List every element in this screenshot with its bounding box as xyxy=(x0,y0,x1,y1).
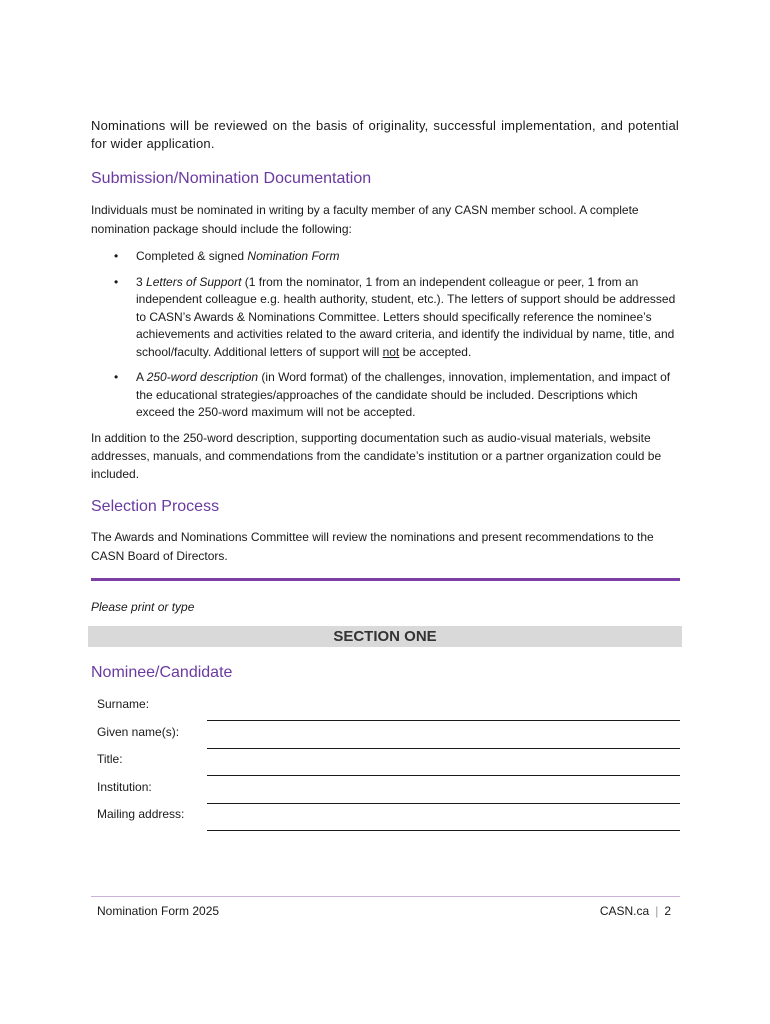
submission-list xyxy=(91,248,679,430)
given-name-field[interactable] xyxy=(207,748,680,749)
list-item: • 3 Letters of Support (1 from the nominator, 1 from an independent colleague or peer, 1 from an independent colleague e.g. health authority, student, etc.). The letters of support should be addressed to CASN’s Awards & Nominations Committee. Letters should specifically reference the nominee’s achievements and activities related to the award criteria, and identify the individual by name, title, and school/faculty. Additional letters of support will not be accepted. xyxy=(114,274,676,359)
institution-row xyxy=(97,780,680,804)
institution-field[interactable] xyxy=(207,803,680,804)
nominee-heading: Nominee/Candidate xyxy=(91,664,233,681)
given-name-row xyxy=(97,725,680,749)
selection-heading: Selection Process xyxy=(91,498,220,515)
mailing-address-label: Mailing address: xyxy=(97,807,185,821)
bullet-icon: • xyxy=(114,370,119,384)
submission-lead: Individuals must be nominated in writing by a faculty member of any CASN member school. A complete nomination package should include the following: xyxy=(91,203,639,236)
section-title: SECTION ONE xyxy=(88,626,682,647)
bullet-icon: • xyxy=(114,274,119,289)
footer-site: CASN.ca xyxy=(599,904,650,918)
list-item: • A 250-word description (in Word format) of the challenges, innovation, implementation, and impact of the educational strategies/approaches of the candidate should be included. Descriptions which exceed the 250-word maximum will not be accepted. xyxy=(114,370,671,419)
footer-page-info xyxy=(600,904,671,918)
selection-text: The Awards and Nominations Committee will review the nominations and present recommendations to the CASN Board of Directors. xyxy=(91,530,654,563)
print-note: Please print or type xyxy=(91,600,195,614)
footer-title: Nomination Form 2025 xyxy=(97,904,220,918)
bullet-icon: • xyxy=(114,249,119,263)
submission-heading: Submission/Nomination Documentation xyxy=(91,170,372,187)
mailing-address-field[interactable] xyxy=(207,830,680,831)
footer-rule xyxy=(91,896,680,897)
section-divider xyxy=(91,578,680,581)
page-number: 2 xyxy=(664,904,671,918)
submission-closing: In addition to the 250-word description, supporting documentation such as audio-visual materials, website addresses, manuals, and commendations from the candidate’s institution or a partner organization could be included. xyxy=(91,431,662,481)
footer-separator: | xyxy=(655,904,659,918)
intro-paragraph: Nominations will be reviewed on the basis of originality, successful implementation, and potential for wider application. xyxy=(91,118,679,151)
surname-row xyxy=(97,697,680,721)
list-item: • Completed & signed Nomination Form xyxy=(91,248,679,266)
title-label: Title: xyxy=(97,752,123,766)
surname-label: Surname: xyxy=(97,697,150,711)
institution-label: Institution: xyxy=(97,780,152,794)
title-row xyxy=(97,752,680,776)
mailing-address-row xyxy=(97,807,680,831)
given-name-label: Given name(s): xyxy=(97,725,180,739)
surname-field[interactable] xyxy=(207,720,680,721)
title-field[interactable] xyxy=(207,775,680,776)
